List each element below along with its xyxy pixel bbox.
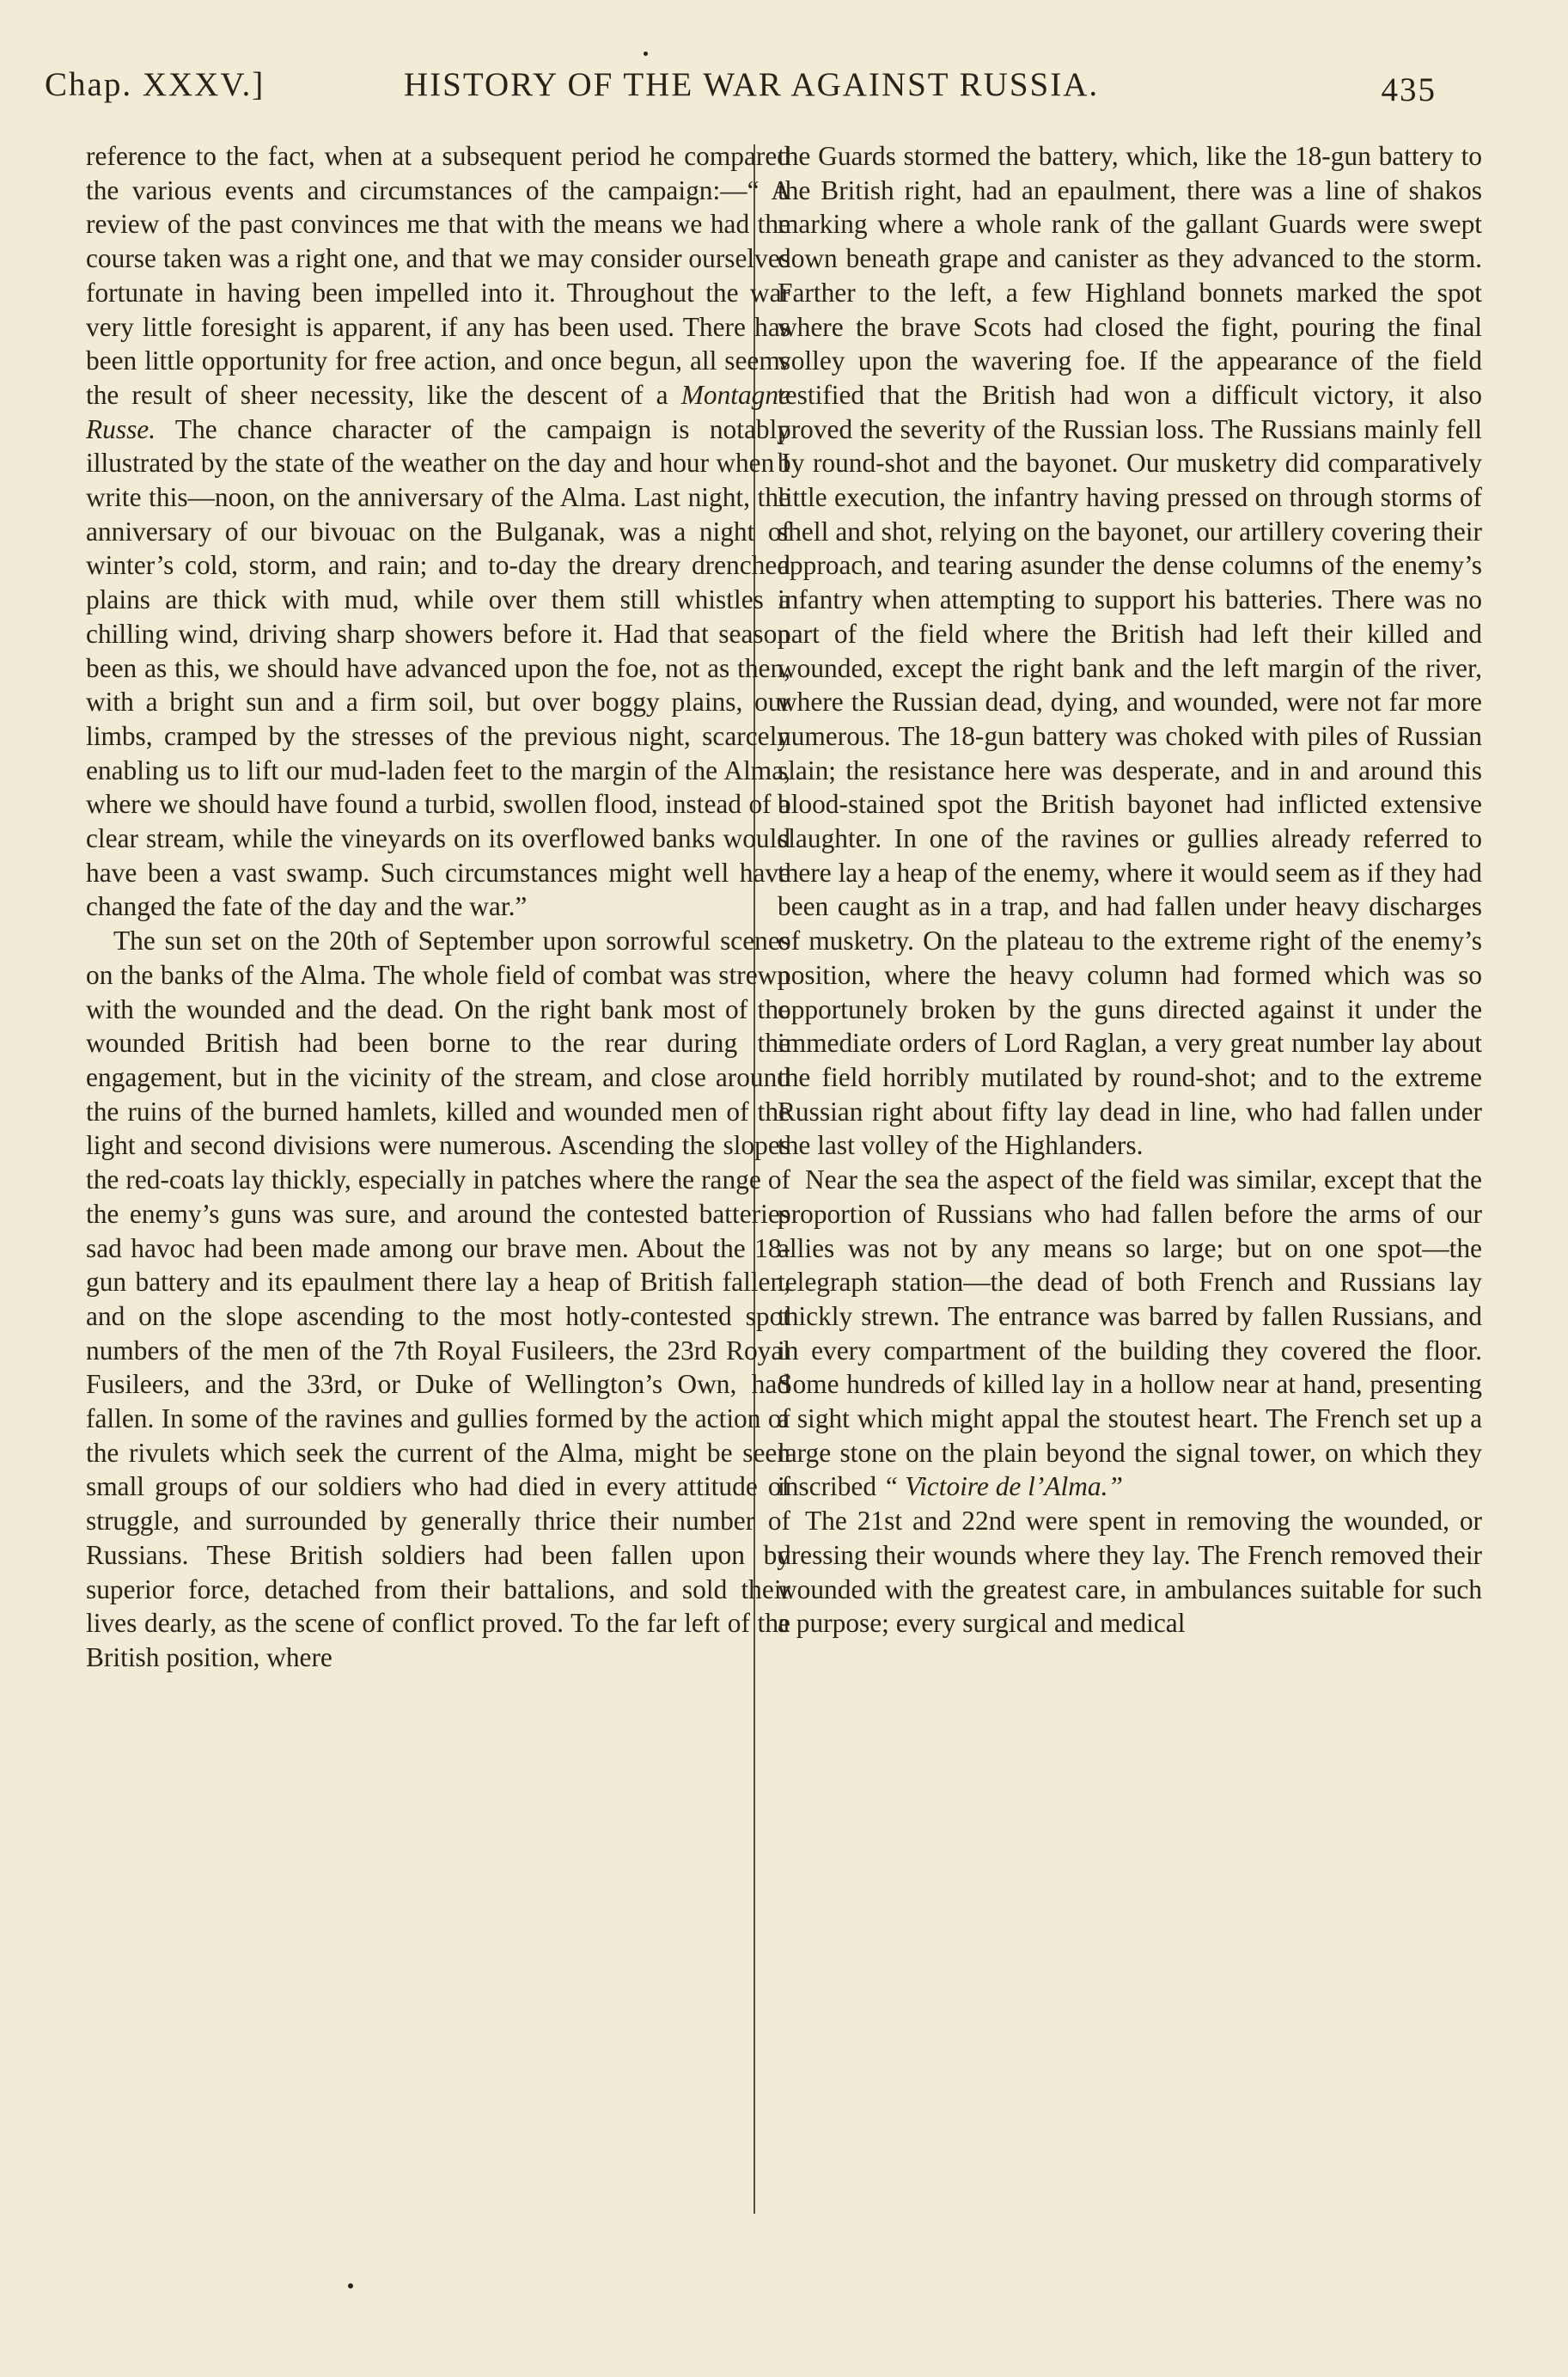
paragraph-text: The chance character of the campaign is notably illustrated by the state of the weather on the day and hour when I write this—noon, on the anniversary of the Alma. Last night, the anniversary of our bivouac on the Bulganak, was a night of winter’s cold, storm, and rain; and to-day the dreary drenched plains are thick with mud, while over them still whistles a chilling wind, driving sharp showers before it. Had that season been as this, we should have advanced upon the foe, not as then, with a bright sun and a firm soil, but over boggy plains, our limbs, cramped by the stresses of the previous night, scarcely enabling us to lift our mud-laden feet to the margin of the Alma, where we should have found a turbid, swollen flood, instead of a clear stream, while the vineyards on its overflowed banks would have been a vast swamp. Such circumstances might well have changed the fate of the day and the war.” bbox=[86, 413, 790, 922]
paragraph-text: Near the sea the aspect of the field was similar, except that the proportion of Russians who had fallen before the arms of our allies was not by any means so large; but on one spot—the telegraph station—the dead of both French and Russians lay thickly strewn. The entrance was barred by fallen Russians, and in every compartment of the building they covered the floor. Some hundreds of killed lay in a hollow near at hand, presenting a sight which might appal the stoutest heart. The French set up a large stone on the plain beyond the signal tower, on which they inscribed bbox=[778, 1164, 1482, 1502]
page-number: 435 bbox=[1381, 71, 1437, 108]
left-column bbox=[86, 139, 790, 1675]
italic-term: Montagne Russe. bbox=[86, 379, 790, 444]
running-title: HISTORY OF THE WAR AGAINST RUSSIA. bbox=[404, 66, 1100, 103]
ink-speck bbox=[348, 2283, 353, 2288]
paragraph bbox=[86, 139, 790, 924]
paragraph: The 21st and 22nd were spent in removing the wounded, or dressing their wounds where they lay. The French removed their wounded with the greatest care, in ambulances suitable for such a purpose; every surgical and medical bbox=[778, 1506, 1482, 1639]
paragraph bbox=[778, 1163, 1482, 1504]
ink-speck bbox=[644, 52, 648, 56]
paragraph: The sun set on the 20th of September upon sorrowful scenes on the banks of the Alma. The whole field of combat was strewn with the wounded and the dead. On the right bank most of the wounded British had been borne to the rear during the engagement, but in the vicinity of the stream, and close around the ruins of the burned hamlets, killed and wounded men of the light and second divisions were numerous. Ascending the slopes the red-coats lay thickly, especially in patches where the range of the enemy’s guns was sure, and around the contested batteries sad havoc had been made among our brave men. About the 18-gun battery and its epaulment there lay a heap of British fallen, and on the slope ascending to the most hotly-contested spot numbers of the men of the 7th Royal Fusileers, the 23rd Royal Fusileers, and the 33rd, or Duke of Wellington’s Own, had fallen. In some of the ravines and gullies formed by the action of the rivulets which seek the current of the Alma, might be seen small groups of our soldiers who had died in every attitude of struggle, and surrounded by generally thrice their number of Russians. These British soldiers had been fallen upon by superior force, detached from their battalions, and sold their lives dearly, as the scene of conflict proved. To the far left of the British position, where bbox=[86, 926, 790, 1672]
right-column bbox=[778, 139, 1482, 1641]
italic-inscription: “ Victoire de l’Alma.” bbox=[882, 1471, 1123, 1502]
paragraph-text: reference to the fact, when at a subsequent period he compared the various events and circumstances of the campaign:—“ A review of the past convinces me that with the means we had the course taken was a right one, and that we may consider ourselves fortunate in having been impelled into it. Throughout the war very little foresight is apparent, if any has been used. There has been little opportunity for free action, and once begun, all seems the result of sheer necessity, like the descent of a bbox=[86, 141, 790, 410]
paragraph: the Guards stormed the battery, which, like the 18-gun battery to the British right, had an epaulment, there was a line of shakos marking where a whole rank of the gallant Guards were swept down beneath grape and canister as they advanced to the storm. Farther to the left, a few Highland bonnets marked the spot where the brave Scots had closed the fight, pouring the final volley upon the wavering foe. If the appearance of the field testified that the British had won a difficult victory, it also proved the severity of the Russian loss. The Russians mainly fell by round-shot and the bayonet. Our musketry did comparatively little execution, the infantry having pressed on through storms of shell and shot, relying on the bayonet, our artillery covering their approach, and tearing asunder the dense columns of the enemy’s infantry when attempting to support his batteries. There was no part of the field where the British had left their killed and wounded, except the right bank and the left margin of the river, where the Russian dead, dying, and wounded, were not far more numerous. The 18-gun battery was choked with piles of Russian slain; the resistance here was desperate, and in and around this blood-stained spot the British bayonet had inflicted extensive slaughter. In one of the ravines or gullies already referred to there lay a heap of the enemy, where it would seem as if they had been caught as in a trap, and had fallen under heavy discharges of musketry. On the plateau to the extreme right of the enemy’s position, where the heavy column had formed which was so opportunely broken by the guns directed against it under the immediate orders of Lord Raglan, a very great number lay about the field horribly mutilated by round-shot; and to the extreme Russian right about fifty lay dead in line, who had fallen under the last volley of the Highlanders. bbox=[778, 141, 1482, 1161]
running-header bbox=[45, 65, 1437, 117]
chapter-label: Chap. XXXV.] bbox=[45, 66, 265, 103]
